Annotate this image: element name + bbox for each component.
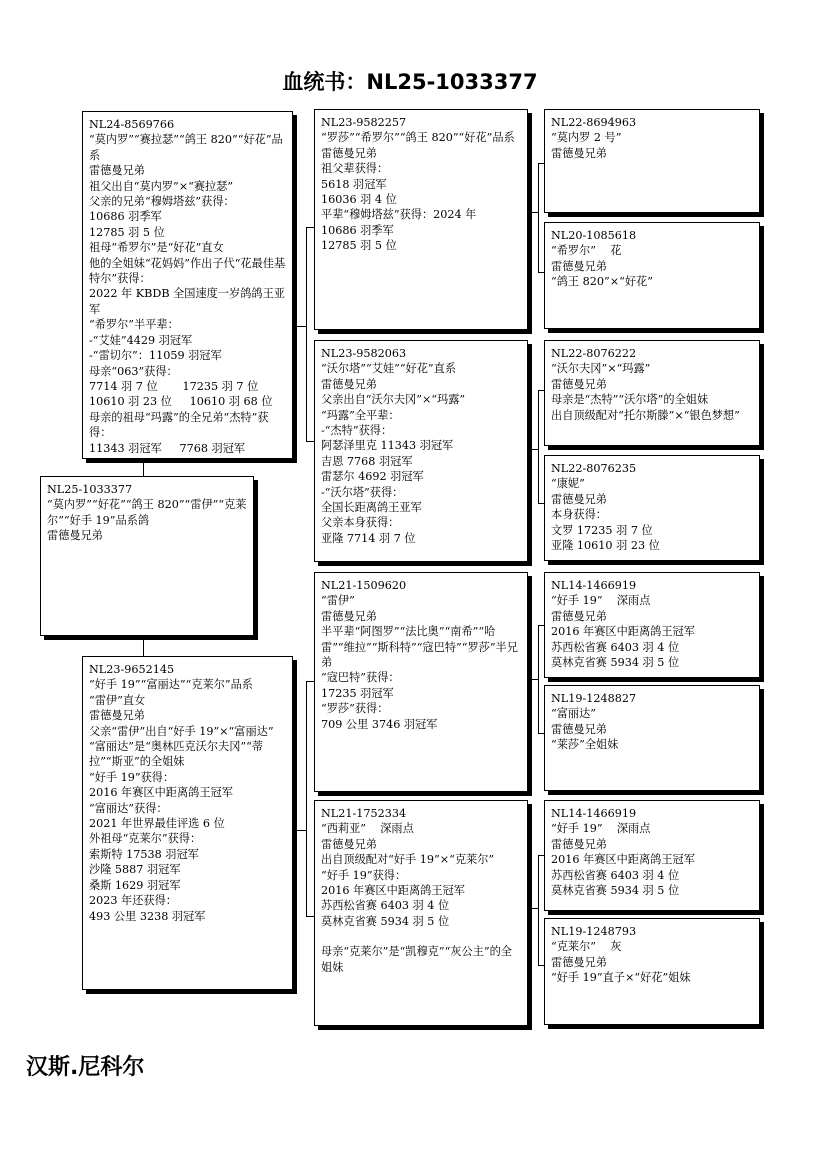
pedigree-line: “希罗尔” 花 [551,244,622,258]
pedigree-line: 他的全姐妹“花妈妈”作出子代“花最佳基特尔”获得： [89,256,286,286]
pedigree-line: 709 公里 3746 羽冠军 [321,717,438,731]
connector [528,212,538,213]
pedigree-line: 雷德曼兄弟 [551,609,607,623]
pedigree-line: 雷德曼兄弟 [89,164,145,178]
pedigree-line: 索斯特 17538 羽冠军 [89,847,199,861]
connector [528,449,538,450]
pedigree-line: “克莱尔” 灰 [551,940,622,954]
pedigree-box-subject [40,476,254,636]
pedigree-line: 莫林克省赛 5934 羽 5 位 [321,914,450,928]
ring-number: NL23-9582257 [321,116,407,129]
pedigree-line: 沙隆 5887 羽冠军 [89,863,181,877]
pedigree-line: 2022 年 KBDB 全国速度一岁鸽鸽王亚军 [89,287,285,316]
pedigree-line: “好手 19”获得： [89,770,175,784]
pedigree-line: “好手 19”直子×“好花”姐妹 [551,971,691,985]
pedigree-line: 雷德曼兄弟 [551,722,607,736]
ring-number: NL23-9652145 [89,663,175,676]
pedigree-line: 母亲“克莱尔”是“凯穆克”“灰公主”的全姐妹 [321,945,512,974]
connector [306,681,314,682]
pedigree-line: “雷伊”直女 [89,693,146,707]
pedigree-line: 7714 羽 7 位 17235 羽 7 位 [89,379,259,393]
pedigree-box-sire-sire-sire [544,109,760,213]
pedigree-line: “康妮” [551,477,585,491]
pedigree-line: “莱莎”全姐妹 [551,738,619,752]
pedigree-line: “寇巴特”获得： [321,671,400,685]
pedigree-line: “富丽达” [551,707,597,721]
connector [528,908,538,909]
pedigree-line: “好手 19”“富丽达”“克莱尔”品系 [89,678,253,692]
pedigree-line: “富丽达”是“奥林匹克沃尔夫冈”“蒂拉”“斯亚”的全姐妹 [89,740,264,769]
pedigree-line: 10686 羽季军 [321,223,394,237]
pedigree-line: “鸽王 820”×“好花” [551,275,653,289]
pedigree-box-sire-sire [314,109,528,330]
pedigree-box-dam-sire [314,572,528,792]
pedigree-line: “沃尔夫冈”×“玛露” [551,362,651,376]
pedigree-line: 父亲本身获得： [321,516,400,530]
pedigree-box-sire-sire-dam [544,222,760,329]
connector [293,326,306,327]
pedigree-line: “雷伊” [321,594,355,608]
ring-number: NL19-1248827 [551,692,637,705]
connector [538,390,539,503]
pedigree-line: 父亲“雷伊”出自“好手 19”×“富丽达” [89,724,274,738]
ring-number: NL19-1248793 [551,925,637,938]
pedigree-line: 11343 羽冠军 7768 羽冠军 [89,441,246,455]
connector [143,459,144,476]
ring-number: NL21-1509620 [321,579,407,592]
ring-number: NL22-8694963 [551,116,637,129]
pedigree-box-sire [82,111,293,459]
pedigree-line: 493 公里 3238 羽冠军 [89,909,206,923]
pedigree-line: 雷德曼兄弟 [321,146,377,160]
pedigree-line: 17235 羽冠军 [321,686,394,700]
ring-number: NL22-8076222 [551,347,637,360]
pedigree-line: 雷德曼兄弟 [551,259,607,273]
ring-number: NL22-8076235 [551,462,637,475]
pedigree-line: 雷德曼兄弟 [551,837,607,851]
ring-number: NL14-1466919 [551,807,637,820]
connector [143,636,144,656]
connector [528,679,538,680]
ring-number: NL20-1085618 [551,229,637,242]
pedigree-line: 桑斯 1629 羽冠军 [89,878,181,892]
connector [306,441,314,442]
pedigree-line: 2023 年还获得： [89,894,177,908]
pedigree-line: -“沃尔塔”获得： [321,485,404,499]
breeder-name: 汉斯.尼科尔 [26,1055,145,1080]
pedigree-line: 2016 年赛区中距离鸽王冠军 [551,625,695,639]
pedigree-line: 母亲的祖母“玛露”的全兄弟“杰特”获得： [89,410,269,440]
pedigree-line: 亚隆 10610 羽 23 位 [551,539,660,553]
pedigree-line: 10610 羽 23 位 10610 羽 68 位 [89,395,273,409]
pedigree-line: “希罗尔”半平辈： [89,318,179,332]
pedigree-line: 雷德曼兄弟 [89,709,145,723]
pedigree-line: “好手 19”获得： [321,868,407,882]
ring-number: NL14-1466919 [551,579,637,592]
pedigree-line: 母亲“063”获得： [89,364,178,378]
pedigree-line: “好手 19” 深雨点 [551,594,651,608]
pedigree-line: 父亲出自“沃尔夫冈”×“玛露” [321,393,466,407]
pedigree-line: “西莉亚” 深雨点 [321,822,414,836]
pedigree-box-dam-dam-sire [544,800,760,911]
pedigree-line: “沃尔塔”“艾娃”“好花”直系 [321,362,457,376]
pedigree-line: “罗莎”“希罗尔”“鸽王 820”“好花”品系 [321,131,515,145]
pedigree-line: 雷德曼兄弟 [551,146,607,160]
pedigree-line: “玛露”全平辈： [321,408,400,422]
pedigree-line: 莫林克省赛 5934 羽 5 位 [551,884,680,898]
pedigree-line: 祖父辈获得： [321,162,389,176]
pedigree-line: 雷德曼兄弟 [551,955,607,969]
pedigree-line: 苏西松省赛 6403 羽 4 位 [551,868,680,882]
pedigree-line: 2016 年赛区中距离鸽王冠军 [321,884,465,898]
pedigree-line: 雷德曼兄弟 [551,377,607,391]
pedigree-box-dam-dam [314,800,528,1026]
pedigree-line: 5618 羽冠军 [321,177,387,191]
ring-number: NL24-8569766 [89,118,175,131]
pedigree-line: 出自顶级配对“好手 19”×“克莱尔” [321,853,495,867]
pedigree-line [321,929,521,944]
pedigree-line: 祖父出自“莫内罗”×“赛拉瑟” [89,179,234,193]
pedigree-line: 雷德曼兄弟 [321,609,377,623]
pedigree-line: 雷德曼兄弟 [551,492,607,506]
pedigree-box-dam-sire-dam [544,685,760,791]
pedigree-line: 莫林克省赛 5934 羽 5 位 [551,656,680,670]
pedigree-line: “富丽达”获得： [89,801,168,815]
pedigree-line: 2016 年赛区中距离鸽王冠军 [551,853,695,867]
pedigree-line: 雷德曼兄弟 [321,377,377,391]
pedigree-line: “莫内罗”“好花”“鸽王 820”“雷伊”“克莱尔”“好手 19”品系鸽 [47,498,247,527]
pedigree-line: 16036 羽 4 位 [321,193,397,207]
pedigree-box-dam [82,656,293,990]
page-title: 血统书：NL25-1033377 [282,70,538,94]
pedigree-line: 12785 羽 5 位 [321,239,397,253]
pedigree-line: 10686 羽季军 [89,210,162,224]
pedigree-line: -“杰特”获得： [321,424,393,438]
pedigree-line: 母亲是“杰特”“沃尔塔”的全姐妹 [551,393,709,407]
pedigree-line: 阿瑟泽里克 11343 羽冠军 [321,439,454,453]
pedigree-line: 吉恩 7768 羽冠军 [321,454,413,468]
pedigree-line: 2021 年世界最佳评选 6 位 [89,817,225,831]
pedigree-line: -“艾娃”4429 羽冠军 [89,333,193,347]
connector [306,227,314,228]
pedigree-line: 本身获得： [551,508,607,522]
pedigree-line: 苏西松省赛 6403 羽 4 位 [551,640,680,654]
pedigree-line: 半平辈“阿图罗”“法比奥”“南希”“哈雷”“维拉”“斯科特”“寇巴特”“罗莎”半兄弟 [321,625,518,670]
pedigree-box-sire-dam-sire [544,340,760,446]
pedigree-line: “好手 19” 深雨点 [551,822,651,836]
pedigree-box-dam-dam-dam [544,918,760,1025]
connector [293,830,306,831]
pedigree-line: 全国长距离鸽王亚军 [321,501,422,515]
pedigree-line: 平辈“穆姆塔兹”获得：2024 年 [321,208,477,222]
connector [306,681,307,916]
pedigree-line: 外祖母“克莱尔”获得： [89,832,202,846]
connector [306,227,307,441]
ring-number: NL23-9582063 [321,347,407,360]
pedigree-line: 祖母“希罗尔”是“好花”直女 [89,241,224,255]
pedigree-line: 12785 羽 5 位 [89,225,165,239]
connector [538,855,539,965]
pedigree-line: 亚隆 7714 羽 7 位 [321,531,416,545]
pedigree-line: 雷德曼兄弟 [47,529,103,543]
pedigree-box-sire-dam-dam [544,455,760,561]
pedigree-line: 苏西松省赛 6403 羽 4 位 [321,899,450,913]
pedigree-line: 雷德曼兄弟 [321,837,377,851]
pedigree-line: 2016 年赛区中距离鸽王冠军 [89,786,233,800]
pedigree-line: 文罗 17235 羽 7 位 [551,523,653,537]
pedigree-line: “莫内罗”“赛拉瑟”“鸽王 820”“好花”品系 [89,133,283,162]
ring-number: NL21-1752334 [321,807,407,820]
connector [538,163,539,272]
pedigree-box-dam-sire-sire [544,572,760,678]
connector [538,625,539,733]
pedigree-line: “莫内罗 2 号” [551,131,622,145]
pedigree-line: 出自顶级配对“托尔斯滕”×“银色梦想” [551,408,740,422]
pedigree-line: “罗莎”获得： [321,702,389,716]
pedigree-line: 父亲的兄弟“穆姆塔兹”获得： [89,195,235,209]
pedigree-line: 雷瑟尔 4692 羽冠军 [321,470,424,484]
pedigree-box-sire-dam [314,340,528,562]
connector [306,916,314,917]
ring-number: NL25-1033377 [47,483,133,496]
pedigree-line: -“雷切尔”：11059 羽冠军 [89,349,222,363]
